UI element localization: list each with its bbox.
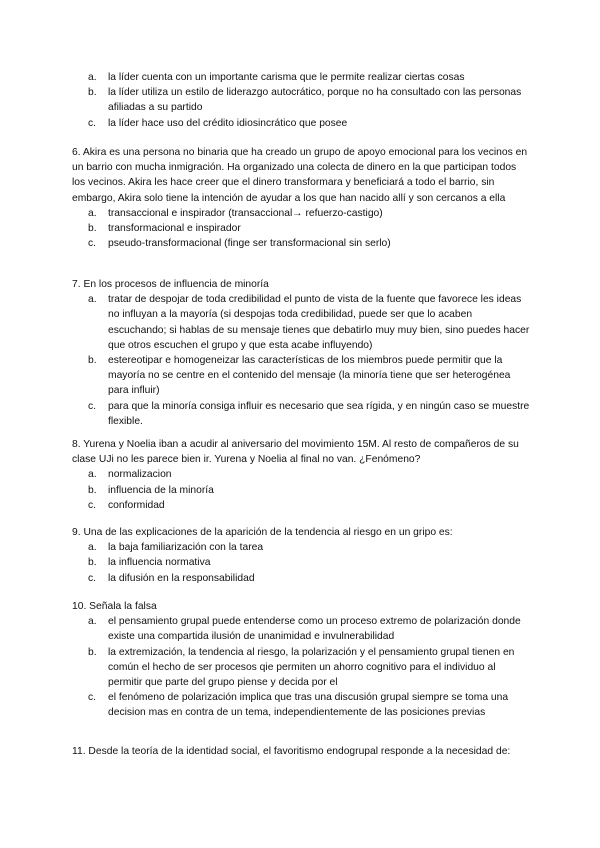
- option-c: [72, 571, 532, 586]
- option-text: transaccional e inspirador (transaccional→ refuerzo-castigo): [108, 207, 383, 219]
- option-a: [72, 614, 532, 644]
- option-letter: b.: [88, 484, 97, 496]
- option-c: [72, 690, 532, 720]
- option-text: la líder utiliza un estilo de liderazgo autocrático, porque no ha consultado con las personas afiliadas a su partido: [108, 87, 522, 114]
- option-letter: c.: [88, 400, 97, 412]
- options-list: [72, 614, 532, 720]
- question-8: [72, 437, 532, 513]
- option-letter: b.: [88, 557, 97, 569]
- options-list: [72, 540, 532, 586]
- option-b: [72, 483, 532, 498]
- option-c: [72, 236, 532, 251]
- option-text: el fenómeno de polarización implica que tras una discusión grupal siempre se toma una decision mas en contra de un tema, independientemente de las posiciones previas: [108, 692, 509, 719]
- option-c: [72, 498, 532, 513]
- option-letter: c.: [88, 692, 97, 704]
- option-text: conformidad: [108, 499, 165, 511]
- option-text: el pensamiento grupal puede entenderse como un proceso extremo de polarización donde existe una compartida ilusión de unanimidad e invulnerabilidad: [108, 616, 521, 643]
- option-letter: c.: [88, 499, 97, 511]
- option-text: la líder cuenta con un importante carisma que le permite realizar ciertas cosas: [108, 72, 465, 83]
- option-a: [72, 467, 532, 482]
- option-text: para que la minoría consiga influir es necesario que sea rígida, y en ningún caso se muestre flexible.: [108, 400, 530, 427]
- option-b: [72, 221, 532, 236]
- option-b: [72, 555, 532, 570]
- question-9: [72, 525, 532, 586]
- option-text: pseudo-transformacional (finge ser transformacional sin serlo): [108, 238, 391, 250]
- option-letter: b.: [88, 87, 97, 99]
- option-letter: a.: [88, 542, 97, 554]
- option-text: la extremización, la tendencia al riesgo, la polarización y el pensamiento grupal tienen en común el hecho de ser procesos qie permiten un ahorro cognitivo para el individuo al permitir que parte del grupo piense y decida por el: [108, 646, 515, 689]
- option-letter: b.: [88, 646, 97, 658]
- options-list: [72, 70, 532, 131]
- option-letter: a.: [88, 469, 97, 481]
- question-7: [72, 277, 532, 429]
- option-text: estereotipar e homogeneizar las características de los miembros puede permitir que la mayoría no se centre en el contenido del mensaje (la minoría tiene que ser heterogénea para influir): [108, 355, 511, 397]
- option-text: la baja familiarización con la tarea: [108, 542, 264, 554]
- question-text: 10. Señala la falsa: [72, 601, 157, 612]
- option-b: [72, 645, 532, 691]
- option-a: [72, 540, 532, 555]
- options-list: [72, 206, 532, 252]
- option-letter: b.: [88, 223, 97, 235]
- options-list: [72, 467, 532, 513]
- option-text: la difusión en la responsabilidad: [108, 572, 255, 584]
- question-11: [72, 744, 532, 759]
- option-text: tratar de despojar de toda credibilidad el punto de vista de la fuente que favorece les ideas no influyan a la mayoría (si despojas toda credibilidad, puede ser que lo acaben escuchando; si hablas de su mensaje tienes que debatirlo muy muy bien, sino puedes hacer que otros escuchen el grupo y que esta acabe influyendo): [108, 294, 530, 351]
- question-text: 11. Desde la teoría de la identidad social, el favoritismo endogrupal responde a la necesidad de:: [72, 746, 511, 757]
- option-a: [72, 70, 532, 85]
- option-letter: b.: [88, 355, 97, 367]
- option-letter: c.: [88, 572, 97, 584]
- question-5-tail: [72, 70, 532, 131]
- option-c: [72, 399, 532, 429]
- option-a: [72, 206, 532, 221]
- question-10: [72, 599, 532, 721]
- question-text: 6. Akira es una persona no binaria que ha creado un grupo de apoyo emocional para los vecinos en un barrio con mucha inmigración. Ha organizado una colecta de dinero en la que participan todos los vecinos. Akira les hace creer que el dinero transformara y beneficiará a todo el barrio, sin embargo, Akira solo tiene la intención de ayudar a los que han nacido allí y son cercanos a ella: [72, 147, 528, 204]
- question-text: 8. Yurena y Noelia iban a acudir al aniversario del movimiento 15M. Al resto de compañeros de su clase UJi no les parece bien ir. Yurena y Noelia al final no van. ¿Fenómeno?: [72, 439, 519, 466]
- option-text: la influencia normativa: [108, 557, 211, 569]
- option-letter: a.: [88, 294, 97, 306]
- option-a: [72, 292, 532, 353]
- option-letter: c.: [88, 238, 97, 250]
- option-text: la líder hace uso del crédito idiosincrático que posee: [108, 117, 348, 129]
- option-letter: a.: [88, 72, 97, 83]
- option-letter: c.: [88, 117, 97, 129]
- option-letter: a.: [88, 207, 97, 219]
- option-text: influencia de la minoría: [108, 484, 214, 496]
- option-letter: a.: [88, 616, 97, 628]
- question-text: 9. Una de las explicaciones de la aparición de la tendencia al riesgo en un gripo es:: [72, 527, 453, 538]
- option-b: [72, 353, 532, 399]
- option-b: [72, 85, 532, 115]
- option-text: normalizacion: [108, 469, 172, 481]
- question-6: [72, 145, 532, 251]
- options-list: [72, 292, 532, 429]
- option-c: [72, 116, 532, 131]
- option-text: transformacional e inspirador: [108, 223, 241, 235]
- question-text: 7. En los procesos de influencia de minoría: [72, 279, 269, 290]
